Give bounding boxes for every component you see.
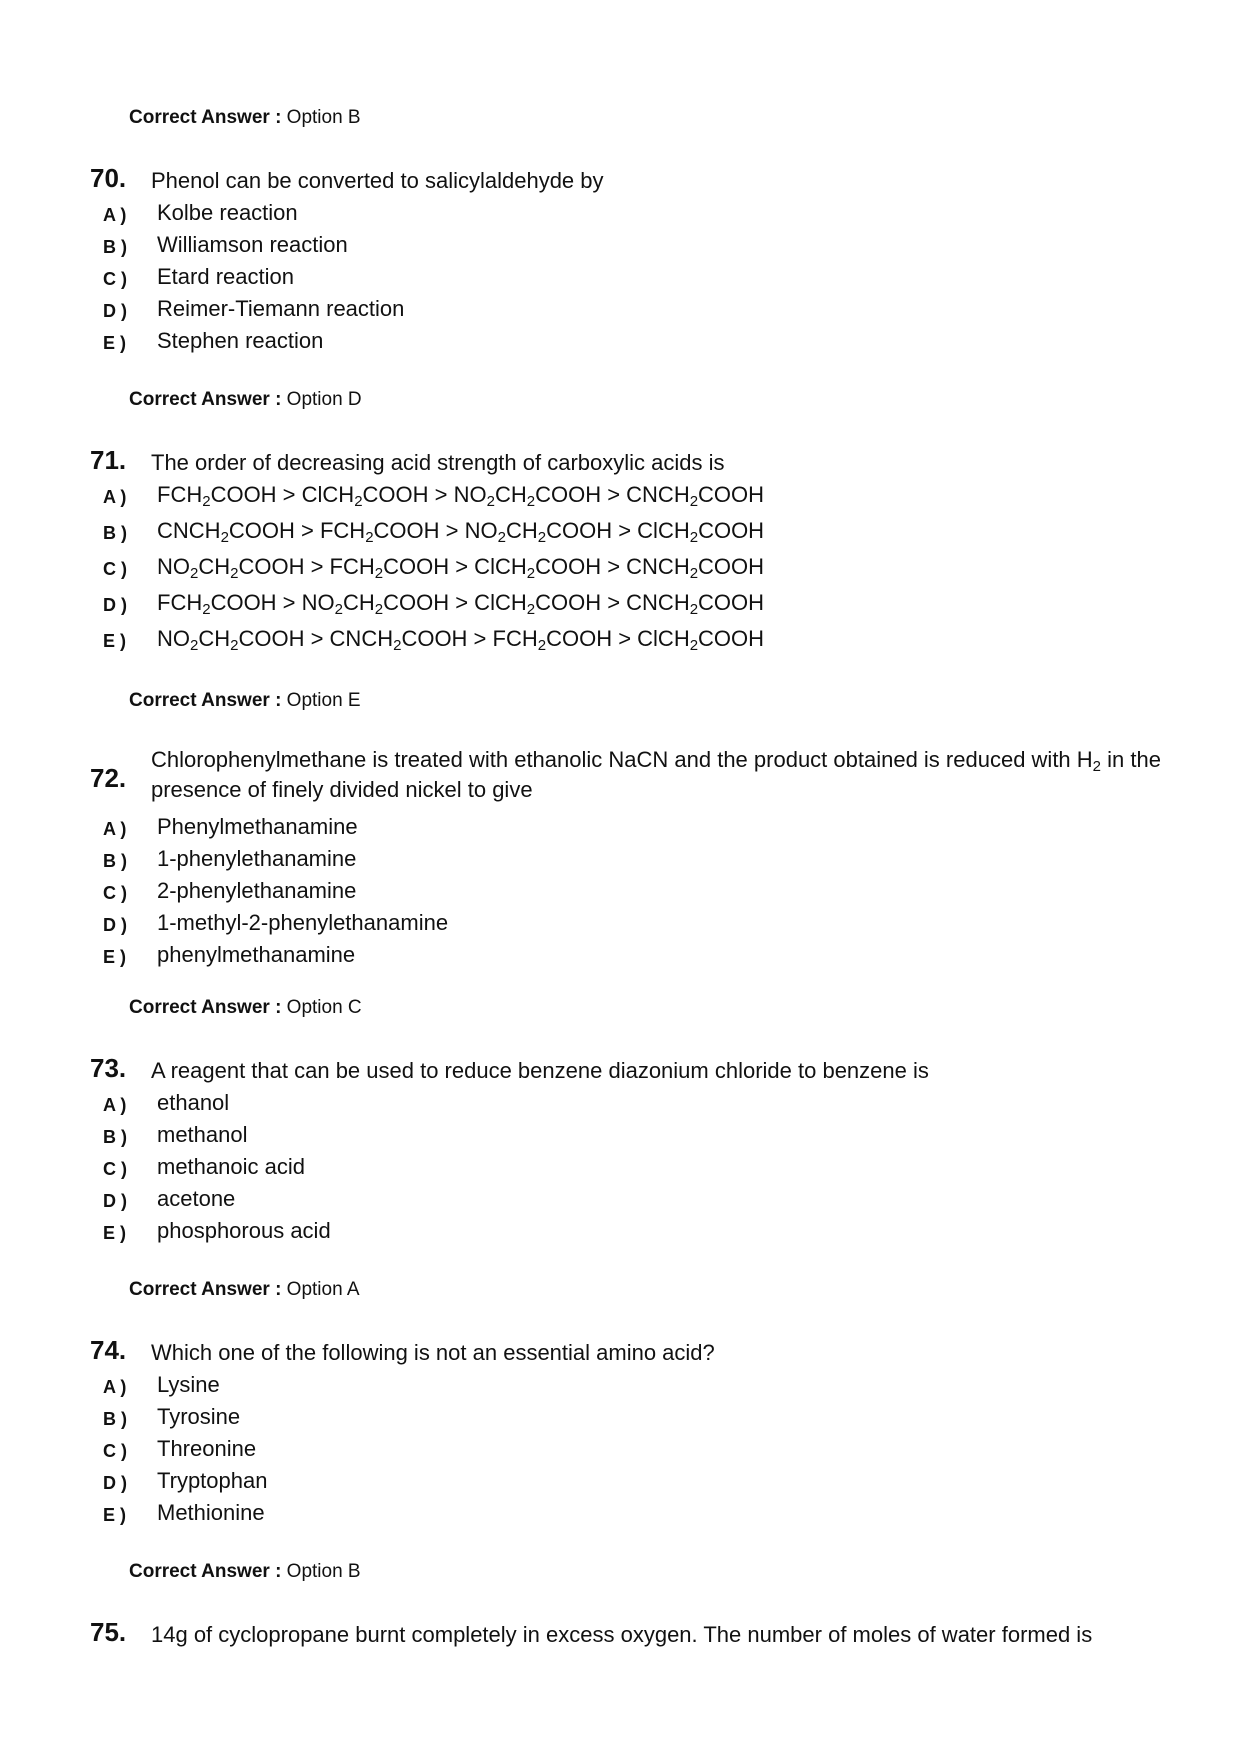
correct-answer-label: Correct Answer : — [129, 1561, 282, 1582]
correct-answer-label: Correct Answer : — [129, 1279, 282, 1300]
option-a — [0, 1087, 1242, 1119]
option-label: D ) — [103, 1473, 127, 1493]
option-e — [0, 1497, 1242, 1529]
option-text: 1-methyl-2-phenylethanamine — [157, 910, 449, 935]
option-label: D ) — [103, 1191, 127, 1211]
option-label: D ) — [103, 915, 127, 935]
option-label: C ) — [103, 269, 127, 289]
option-label: E ) — [103, 631, 127, 651]
option-label: A ) — [103, 819, 127, 839]
option-e — [0, 939, 1242, 971]
option-text: Methionine — [157, 1500, 265, 1525]
option-label: B ) — [103, 1409, 127, 1429]
option-c — [0, 551, 1242, 583]
option-text: acetone — [157, 1186, 236, 1211]
option-label: A ) — [103, 205, 127, 225]
option-d — [0, 1183, 1242, 1215]
option-c — [0, 1433, 1242, 1465]
option-text: ethanol — [157, 1090, 230, 1115]
option-label: C ) — [103, 1441, 127, 1461]
correct-answer-label: Correct Answer : — [129, 389, 282, 410]
option-label: D ) — [103, 301, 127, 321]
correct-answer-70 — [129, 388, 362, 412]
option-text: 1-phenylethanamine — [157, 846, 357, 871]
option-label: C ) — [103, 1159, 127, 1179]
question-number: 71. — [90, 445, 127, 475]
option-a — [0, 479, 1242, 511]
question-text: Phenol can be converted to salicylaldehyde by — [151, 168, 604, 193]
option-label: A ) — [103, 1377, 127, 1397]
option-text: Tyrosine — [157, 1404, 241, 1429]
option-label: E ) — [103, 1505, 127, 1525]
correct-answer-71 — [129, 689, 361, 713]
option-text: Tryptophan — [157, 1468, 268, 1493]
option-text: Threonine — [157, 1436, 257, 1461]
option-text: Stephen reaction — [157, 328, 324, 353]
option-a — [0, 197, 1242, 229]
option-e — [0, 623, 1242, 655]
option-text: Lysine — [157, 1372, 220, 1397]
option-c — [0, 261, 1242, 293]
option-label: B ) — [103, 237, 127, 257]
option-text: methanol — [157, 1122, 248, 1147]
question-number: 70. — [90, 163, 127, 193]
correct-answer-69 — [129, 106, 361, 130]
option-c — [0, 1151, 1242, 1183]
correct-answer-value: Option D — [286, 389, 362, 410]
question-number: 72. — [90, 763, 127, 793]
option-text: $FCH_2COOH$ > ClCH$_2$COOH > $NO_2CH_2COOH$ > $CNCH_2COOH$ — [157, 482, 765, 510]
option-e — [0, 325, 1242, 357]
option-label: D ) — [103, 595, 127, 615]
option-label: C ) — [103, 883, 127, 903]
option-text: phenylmethanamine — [157, 942, 356, 967]
option-text: $CNCH_2COOH$ > $FCH_2COOH$ > $NO_2CH_2COOH$ > ClCH$_2$COOH — [157, 518, 765, 546]
option-label: B ) — [103, 523, 127, 543]
option-a — [0, 1369, 1242, 1401]
question-text: The order of decreasing acid strength of carboxylic acids is — [151, 450, 725, 475]
question-text: A reagent that can be used to reduce benzene diazonium chloride to benzene is — [151, 1058, 929, 1083]
correct-answer-value: Option C — [286, 997, 362, 1018]
correct-answer-74 — [129, 1560, 361, 1584]
option-d — [0, 293, 1242, 325]
option-d — [0, 1465, 1242, 1497]
option-text: $NO_2CH_2COOH$ > $CNCH_2COOH$ > $FCH_2COOH$ > ClCH$_2$COOH — [157, 626, 765, 654]
question-number: 75. — [90, 1617, 127, 1647]
correct-answer-value: Option E — [286, 690, 361, 711]
option-a — [0, 811, 1242, 843]
correct-answer-label: Correct Answer : — [129, 997, 282, 1018]
option-label: A ) — [103, 487, 127, 507]
option-label: A ) — [103, 1095, 127, 1115]
question-text: 14g of cyclopropane burnt completely in excess oxygen. The number of moles of water formed is — [151, 1622, 1093, 1647]
option-label: E ) — [103, 1223, 127, 1243]
option-c — [0, 875, 1242, 907]
option-label: B ) — [103, 1127, 127, 1147]
correct-answer-value: Option B — [286, 1561, 361, 1582]
question-number: 74. — [90, 1335, 127, 1365]
option-text: 2-phenylethanamine — [157, 878, 357, 903]
option-b — [0, 1119, 1242, 1151]
option-text: Reimer-Tiemann reaction — [157, 296, 405, 321]
question-text: Which one of the following is not an essential amino acid? — [151, 1340, 715, 1365]
option-text: Etard reaction — [157, 264, 294, 289]
option-text: Williamson reaction — [157, 232, 348, 257]
option-text: methanoic acid — [157, 1154, 305, 1179]
option-b — [0, 1401, 1242, 1433]
option-d — [0, 587, 1242, 619]
option-text: Kolbe reaction — [157, 200, 298, 225]
correct-answer-label: Correct Answer : — [129, 107, 282, 128]
option-text: $FCH_2COOH$ > $NO_2CH_2COOH$ > ClCH$_2$COOH > $CNCH_2COOH$ — [157, 590, 765, 618]
question-number: 73. — [90, 1053, 127, 1083]
correct-answer-label: Correct Answer : — [129, 690, 282, 711]
correct-answer-72 — [129, 996, 362, 1020]
option-label: C ) — [103, 559, 127, 579]
option-text: $NO_2CH_2COOH$ > $FCH_2COOH$ > ClCH$_2$COOH > $CNCH_2COOH$ — [157, 554, 765, 582]
option-d — [0, 907, 1242, 939]
option-label: E ) — [103, 333, 127, 353]
correct-answer-73 — [129, 1278, 360, 1302]
correct-answer-value: Option A — [286, 1279, 360, 1300]
option-text: Phenylmethanamine — [157, 814, 358, 839]
question-text: Chlorophenylmethane is treated with ethanolic NaCN and the product obtained is reduced with $H_2$ in the presence of finely divided nickel to give — [151, 747, 1161, 802]
option-b — [0, 229, 1242, 261]
option-label: B ) — [103, 851, 127, 871]
option-text: phosphorous acid — [157, 1218, 331, 1243]
correct-answer-value: Option B — [286, 107, 361, 128]
option-e — [0, 1215, 1242, 1247]
option-b — [0, 843, 1242, 875]
option-label: E ) — [103, 947, 127, 967]
option-b — [0, 515, 1242, 547]
